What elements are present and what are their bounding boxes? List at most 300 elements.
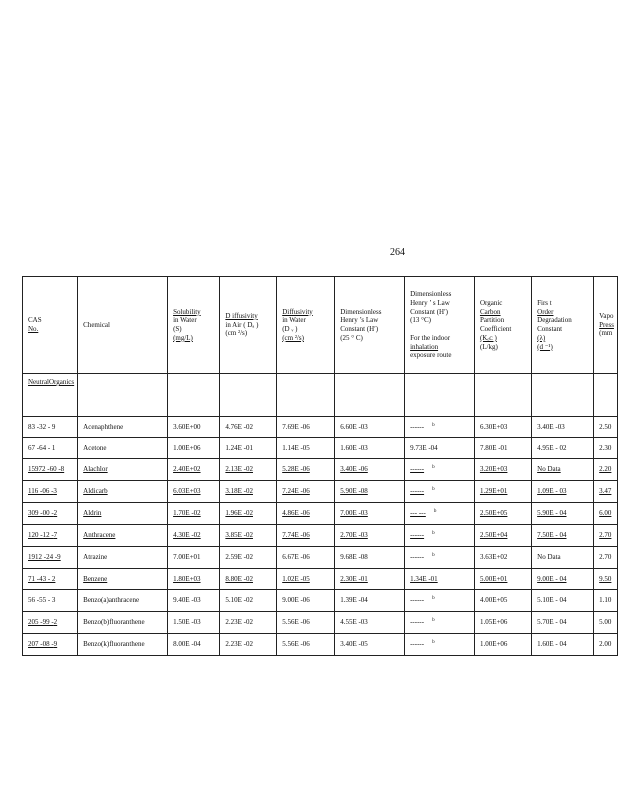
cell-chemical xyxy=(78,417,168,438)
cell-value: 9.40E -03 xyxy=(173,596,201,605)
cell-line: 56 -55 - 3 xyxy=(28,596,56,605)
cell-diff_air xyxy=(220,569,277,590)
cell-line: Neutral xyxy=(28,378,49,386)
cell-value: ------ xyxy=(410,553,425,562)
cell-solubility xyxy=(168,417,220,438)
cell-value: 1.39E -04 xyxy=(340,596,368,605)
cell-value: ------ xyxy=(410,596,425,605)
cell-line: 83 -32 - 9 xyxy=(28,422,56,431)
cell-value: 1.60E -03 xyxy=(340,443,368,452)
cell-line: 7 xyxy=(53,531,58,540)
cell-henry_13 xyxy=(405,417,475,438)
cell-line: 205 -99 - xyxy=(28,618,54,627)
cell-cas xyxy=(23,417,78,438)
cell-value: ------ xyxy=(410,531,425,540)
cell-henry_25 xyxy=(335,459,405,481)
table-row xyxy=(23,612,618,634)
cell-chemical xyxy=(78,547,168,569)
cell-henry_13 xyxy=(405,547,475,569)
cell-cas xyxy=(23,503,78,525)
cell-value: 1.00E+06 xyxy=(173,443,201,452)
cell-vapor xyxy=(594,417,618,438)
cell-diff_air xyxy=(220,503,277,525)
cell-value: 7.00E+01 xyxy=(173,553,201,562)
cell-diff_air xyxy=(220,634,277,656)
cell-henry_13 xyxy=(405,525,475,547)
cell-line: Aldicarb xyxy=(83,487,108,496)
cell-line: Organic xyxy=(49,378,72,386)
section-empty-cell xyxy=(474,374,531,417)
table-row xyxy=(23,459,618,481)
cell-henry_25 xyxy=(335,569,405,590)
cell-cas xyxy=(23,481,78,503)
cell-diff_air xyxy=(220,481,277,503)
cell-line: No. xyxy=(28,325,39,333)
cell-diff_air xyxy=(220,525,277,547)
cell-solubility xyxy=(168,525,220,547)
cell-value: 6.60E -03 xyxy=(340,422,368,431)
section-empty-cell xyxy=(78,374,168,417)
cell-chemical xyxy=(78,590,168,612)
footnote-mark: b xyxy=(432,422,435,428)
cell-line: 71 -43 - 2 xyxy=(28,574,56,583)
cell-value: 2.23E -02 xyxy=(225,618,253,627)
header-cell-solubility xyxy=(168,277,220,374)
cell-henry_25 xyxy=(335,481,405,503)
cell-line: (S) xyxy=(173,325,182,333)
cell-value: 1.60E - 04 xyxy=(537,640,567,649)
cell-diff_water xyxy=(277,525,335,547)
cell-value: 3.63E+02 xyxy=(479,553,508,562)
cell-line: Firs t xyxy=(537,298,552,307)
cell-vapor xyxy=(594,525,618,547)
section-empty-cell xyxy=(220,374,277,417)
table-row xyxy=(23,547,618,569)
footnote-mark: b xyxy=(432,618,435,624)
table-row xyxy=(23,438,618,459)
cell-value: 2.00 xyxy=(599,640,612,649)
cell-value: 5.70E - 04 xyxy=(537,618,567,627)
cell-line: (d ⁻¹) xyxy=(537,342,553,351)
cell-line: fluoranthene xyxy=(109,640,145,649)
cell-line: in Water xyxy=(173,316,197,325)
cell-value: 5.28E -06 xyxy=(282,465,310,474)
cell-value: 1.00E+06 xyxy=(479,640,508,649)
cell-line: Anthracene xyxy=(83,531,116,540)
cell-value: 5.10E - 04 xyxy=(537,596,567,605)
cell-koc xyxy=(474,612,531,634)
header-cell-koc xyxy=(474,277,531,374)
header-cell-vapor xyxy=(594,277,618,374)
section-label-cell xyxy=(23,374,78,417)
cell-line: For the indoor xyxy=(410,333,451,342)
cell-koc xyxy=(474,459,531,481)
cell-value: 7.80E -01 xyxy=(479,443,508,452)
cell-value: 2.50 xyxy=(599,422,612,431)
cell-decay xyxy=(532,503,594,525)
cell-value: 4.00E+05 xyxy=(479,596,508,605)
cell-cas xyxy=(23,547,78,569)
cell-line: (λ) xyxy=(537,333,546,342)
cell-line: Vapo xyxy=(599,311,614,320)
cell-cas xyxy=(23,612,78,634)
cell-line: in Air ( Dₐ ) xyxy=(225,320,259,329)
table-body xyxy=(23,277,618,656)
cell-cas xyxy=(23,438,78,459)
cell-vapor xyxy=(594,612,618,634)
cell-value: 2.23E -02 xyxy=(225,640,253,649)
cell-value: 2.40E+02 xyxy=(173,465,201,474)
cell-value: 2.70 xyxy=(599,553,612,562)
cell-line: Dimensionless xyxy=(410,290,452,298)
cell-decay xyxy=(532,569,594,590)
cell-line: in Water xyxy=(282,316,306,325)
cell-chemical xyxy=(78,569,168,590)
cell-line: 9 xyxy=(53,640,58,649)
footnote-mark: b xyxy=(432,531,435,537)
cell-value: 6.67E -06 xyxy=(282,553,310,562)
cell-value: 7.24E -06 xyxy=(282,487,310,496)
cell-value: 5.00E+01 xyxy=(479,574,508,583)
cell-value: ------ xyxy=(410,465,425,474)
cell-vapor xyxy=(594,459,618,481)
cell-value: 1.96E -02 xyxy=(225,509,253,518)
cell-value: 3.85E -02 xyxy=(225,531,253,540)
cell-value: 4.95E - 02 xyxy=(537,443,567,452)
cell-henry_13 xyxy=(405,569,475,590)
cell-cas xyxy=(23,569,78,590)
cell-line: Press xyxy=(599,320,614,329)
cell-line: 116 -06 - xyxy=(28,487,54,496)
cell-cas xyxy=(23,590,78,612)
cell-henry_13 xyxy=(405,612,475,634)
header-cell-decay xyxy=(532,277,594,374)
cell-line: (D ᵥ ) xyxy=(282,325,298,333)
cell-koc xyxy=(474,569,531,590)
cell-henry_25 xyxy=(335,417,405,438)
cell-value: 2.20 xyxy=(599,465,612,474)
chemical-properties-table xyxy=(22,276,618,656)
cell-value: 8.00E -04 xyxy=(173,640,201,649)
cell-henry_25 xyxy=(335,612,405,634)
section-empty-cell xyxy=(277,374,335,417)
cell-value: 2.13E -02 xyxy=(225,465,253,474)
cell-koc xyxy=(474,525,531,547)
section-row xyxy=(23,374,618,417)
cell-henry_25 xyxy=(335,634,405,656)
cell-solubility xyxy=(168,438,220,459)
cell-line: Solubility xyxy=(173,307,201,316)
cell-vapor xyxy=(594,547,618,569)
cell-value: 2.50E+05 xyxy=(479,509,508,518)
cell-value: 4.86E -06 xyxy=(282,509,310,518)
section-empty-cell xyxy=(594,374,618,417)
cell-decay xyxy=(532,547,594,569)
cell-value: 3.40E -03 xyxy=(537,422,565,431)
footnote-mark: b xyxy=(433,509,437,515)
cell-line: 120 -12 - xyxy=(28,531,54,540)
cell-solubility xyxy=(168,459,220,481)
cell-value: 6.00 xyxy=(599,509,612,518)
cell-line: Dimensionless xyxy=(340,307,382,316)
cell-line: anthracene xyxy=(108,596,140,605)
cell-line: Constant (H′) xyxy=(340,325,379,333)
cell-diff_water xyxy=(277,459,335,481)
cell-chemical xyxy=(78,481,168,503)
cell-decay xyxy=(532,612,594,634)
cell-diff_water xyxy=(277,590,335,612)
cell-vapor xyxy=(594,569,618,590)
cell-value: 8.80E -02 xyxy=(225,574,253,583)
cell-line: Order xyxy=(537,307,554,316)
page-number: 264 xyxy=(390,247,405,258)
table-row xyxy=(23,634,618,656)
footnote-mark: b xyxy=(432,596,435,602)
cell-value: 3.60E+00 xyxy=(173,422,201,431)
cell-value: 1.02E -05 xyxy=(282,574,310,583)
cell-value: 5.00 xyxy=(599,618,612,627)
cell-line: 2 xyxy=(53,509,58,518)
cell-line: (L/kg) xyxy=(479,342,498,351)
cell-diff_water xyxy=(277,481,335,503)
cell-line: 60 -8 xyxy=(49,465,65,474)
cell-value: 1.29E+01 xyxy=(479,487,508,496)
cell-value: ------ xyxy=(410,422,425,431)
cell-value: 6.30E+03 xyxy=(479,422,508,431)
cell-value: 2.30E -01 xyxy=(340,574,368,583)
cell-diff_water xyxy=(277,438,335,459)
cell-line: (cm ²/s) xyxy=(225,329,248,338)
cell-henry_13 xyxy=(405,590,475,612)
cell-chemical xyxy=(78,525,168,547)
cell-value: 3.18E -02 xyxy=(225,487,253,496)
cell-line: CAS xyxy=(28,316,42,325)
cell-decay xyxy=(532,590,594,612)
cell-line: 207 -08 - xyxy=(28,640,54,649)
cell-henry_25 xyxy=(335,503,405,525)
footnote-mark: b xyxy=(432,640,435,646)
cell-henry_13 xyxy=(405,634,475,656)
cell-line: Benzene xyxy=(83,574,108,583)
cell-solubility xyxy=(168,612,220,634)
cell-diff_air xyxy=(220,590,277,612)
cell-value: 3.40E -05 xyxy=(340,640,368,649)
cell-cas xyxy=(23,459,78,481)
cell-koc xyxy=(474,438,531,459)
cell-value: 9.00E - 04 xyxy=(537,574,567,583)
cell-value: ------ xyxy=(410,640,425,649)
table-row xyxy=(23,525,618,547)
cell-chemical xyxy=(78,503,168,525)
cell-line: Organic xyxy=(479,298,503,307)
cell-diff_air xyxy=(220,459,277,481)
cell-value: 5.90E -08 xyxy=(340,487,368,496)
cell-line: 1912 - xyxy=(28,553,47,562)
cell-cas xyxy=(23,634,78,656)
cell-line: Chemical xyxy=(83,320,110,329)
cell-value: ------ xyxy=(410,618,425,627)
cell-value: 5.10E -02 xyxy=(225,596,253,605)
cell-value: 1.10 xyxy=(599,596,612,605)
cell-henry_25 xyxy=(335,590,405,612)
cell-line: Constant (H′) xyxy=(410,307,448,316)
cell-value: 5.90E - 04 xyxy=(537,509,567,518)
cell-line: 3 xyxy=(53,487,57,496)
footnote-mark: b xyxy=(432,465,435,471)
table-row xyxy=(23,590,618,612)
cell-solubility xyxy=(168,503,220,525)
cell-line xyxy=(410,325,471,334)
cell-value: 3.40E -06 xyxy=(340,465,368,474)
cell-cas xyxy=(23,525,78,547)
cell-decay xyxy=(532,417,594,438)
cell-value: 9.73E -04 xyxy=(410,443,438,452)
cell-line: fluoranthene xyxy=(109,618,145,627)
cell-line: Degradation xyxy=(537,316,572,325)
cell-value: 2.50E+04 xyxy=(479,531,508,540)
cell-diff_air xyxy=(220,438,277,459)
cell-decay xyxy=(532,634,594,656)
cell-value: 1.09E - 03 xyxy=(537,487,567,496)
cell-koc xyxy=(474,634,531,656)
cell-value: 5.56E -06 xyxy=(282,640,310,649)
cell-line: D iffusivity xyxy=(225,311,258,320)
cell-line: inhalation xyxy=(410,342,439,351)
cell-decay xyxy=(532,525,594,547)
header-cell-henry_25 xyxy=(335,277,405,374)
cell-line: Coefficient xyxy=(479,325,512,333)
header-row xyxy=(23,277,618,374)
cell-vapor xyxy=(594,438,618,459)
cell-koc xyxy=(474,503,531,525)
table-row xyxy=(23,569,618,590)
cell-diff_air xyxy=(220,612,277,634)
cell-line: 2 xyxy=(53,618,58,627)
cell-diff_water xyxy=(277,503,335,525)
cell-value: 1.80E+03 xyxy=(173,574,201,583)
cell-value: 7.69E -06 xyxy=(282,422,310,431)
cell-line: Henry ’s Law xyxy=(340,316,379,325)
cell-value: 9.68E -08 xyxy=(340,553,368,562)
cell-line: Carbon xyxy=(479,307,501,316)
cell-value: 1.14E -05 xyxy=(282,443,310,452)
header-cell-diff_air xyxy=(220,277,277,374)
cell-line: Acenaphthene xyxy=(83,422,124,431)
cell-line: Atrazine xyxy=(83,553,108,562)
cell-diff_air xyxy=(220,417,277,438)
cell-vapor xyxy=(594,503,618,525)
footnote-mark: b xyxy=(432,487,435,493)
cell-line: 67 -64 - 1 xyxy=(28,443,56,452)
cell-diff_water xyxy=(277,634,335,656)
cell-value: 2.70 xyxy=(599,531,612,540)
cell-line: (mg/L) xyxy=(173,333,193,342)
cell-vapor xyxy=(594,590,618,612)
cell-henry_13 xyxy=(405,481,475,503)
table-row xyxy=(23,417,618,438)
cell-henry_25 xyxy=(335,438,405,459)
cell-value: 7.50E - 04 xyxy=(537,531,567,540)
cell-line: Aldrin xyxy=(83,509,102,518)
cell-value: 3.47 xyxy=(599,487,612,496)
cell-value: 4.30E -02 xyxy=(173,531,201,540)
cell-chemical xyxy=(78,459,168,481)
header-cell-henry_13 xyxy=(405,277,475,374)
cell-line: (13 °C) xyxy=(410,316,431,325)
cell-vapor xyxy=(594,634,618,656)
cell-henry_25 xyxy=(335,525,405,547)
cell-line: 24 -9 xyxy=(46,553,61,562)
header-cell-chemical xyxy=(78,277,168,374)
cell-line: 15972 - xyxy=(28,465,50,474)
cell-value: 3.20E+03 xyxy=(479,465,508,474)
cell-diff_water xyxy=(277,612,335,634)
table-row xyxy=(23,503,618,525)
cell-value: 1.50E -03 xyxy=(173,618,201,627)
cell-line: Constant xyxy=(537,325,563,333)
cell-value: 7.00E -03 xyxy=(340,509,368,518)
cell-line: Henry ’ s Law xyxy=(410,298,450,307)
cell-value: 9.00E -06 xyxy=(282,596,310,605)
cell-value: ------ xyxy=(410,487,425,496)
footnote-mark: b xyxy=(432,553,435,559)
cell-line: (mm xyxy=(599,329,613,338)
cell-line: Partition xyxy=(479,316,505,325)
cell-chemical xyxy=(78,612,168,634)
cell-line: (Kₒᴄ ) xyxy=(479,333,497,342)
cell-henry_13 xyxy=(405,459,475,481)
cell-koc xyxy=(474,547,531,569)
cell-decay xyxy=(532,481,594,503)
cell-solubility xyxy=(168,569,220,590)
section-empty-cell xyxy=(532,374,594,417)
cell-value: 4.76E -02 xyxy=(225,422,253,431)
cell-line: 309 -00 - xyxy=(28,509,54,518)
cell-value: 7.74E -06 xyxy=(282,531,310,540)
cell-value: 1.05E+06 xyxy=(479,618,508,627)
cell-decay xyxy=(532,438,594,459)
cell-value: No Data xyxy=(537,553,561,562)
cell-henry_13 xyxy=(405,438,475,459)
section-empty-cell xyxy=(335,374,405,417)
cell-line: (cm ²/s) xyxy=(282,333,304,342)
table-row xyxy=(23,481,618,503)
cell-henry_25 xyxy=(335,547,405,569)
cell-line: exposure route xyxy=(410,351,452,360)
cell-koc xyxy=(474,590,531,612)
cell-diff_water xyxy=(277,547,335,569)
cell-koc xyxy=(474,417,531,438)
section-empty-cell xyxy=(405,374,475,417)
cell-solubility xyxy=(168,481,220,503)
cell-chemical xyxy=(78,438,168,459)
cell-line: s xyxy=(71,378,75,386)
cell-line: Benzo(k) xyxy=(83,640,110,649)
cell-solubility xyxy=(168,590,220,612)
cell-value: 4.55E -03 xyxy=(340,618,368,627)
cell-value: --- --- xyxy=(410,509,426,518)
cell-line: Alachlor xyxy=(83,465,108,474)
cell-value: 9.50 xyxy=(599,574,612,583)
cell-solubility xyxy=(168,634,220,656)
cell-line: Diffusivity xyxy=(282,307,313,316)
cell-solubility xyxy=(168,547,220,569)
cell-value: 6.03E+03 xyxy=(173,487,201,496)
cell-line: Acetone xyxy=(83,443,107,452)
cell-line: (25 ° C) xyxy=(340,333,363,342)
header-cell-diff_water xyxy=(277,277,335,374)
cell-value: 2.59E -02 xyxy=(225,553,253,562)
